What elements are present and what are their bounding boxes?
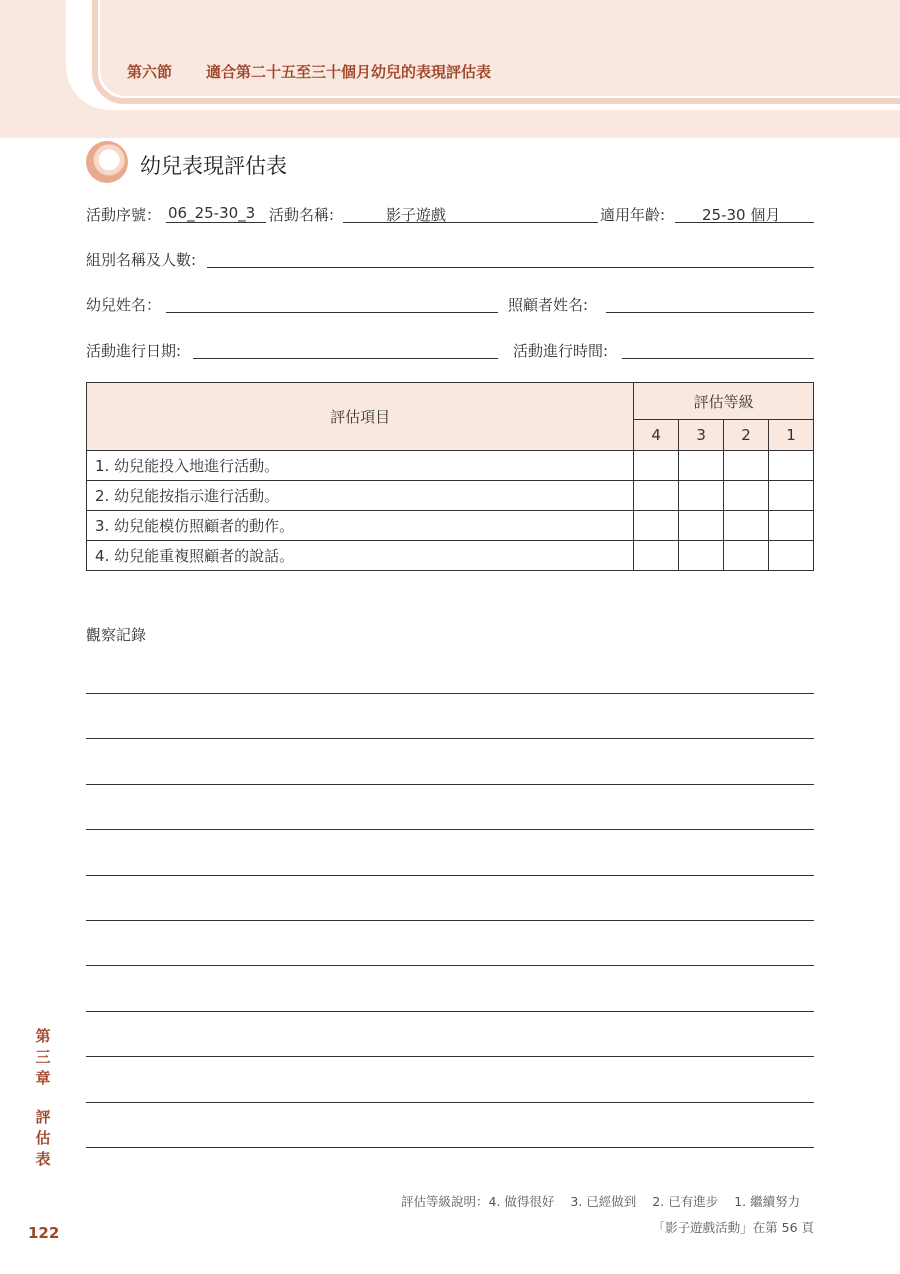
time-field[interactable] — [622, 338, 814, 359]
date-field[interactable] — [193, 338, 498, 359]
grade-legend — [401, 1192, 800, 1210]
child-name-field[interactable] — [166, 292, 498, 313]
page-number: 122 — [28, 1224, 60, 1242]
grade-1-header: 1 — [769, 420, 814, 451]
observation-line[interactable] — [86, 693, 814, 694]
table-row — [87, 481, 814, 511]
chapter-char: 章 — [35, 1069, 51, 1087]
activity-page-reference: 「影子遊戲活動」在第 56 頁 — [652, 1220, 814, 1235]
section-title: 適合第二十五至三十個月幼兒的表現評估表 — [206, 63, 492, 81]
observation-line[interactable] — [86, 875, 814, 876]
activity-id-value: 06_25-30_3 — [168, 204, 256, 222]
legend-item: 評估等級說明：4. 做得很好 — [401, 1194, 555, 1209]
chapter-side-tab — [33, 1026, 53, 1170]
grade-cell[interactable] — [724, 481, 769, 511]
grade-cell[interactable] — [679, 481, 724, 511]
section-header — [127, 61, 491, 82]
observation-line[interactable] — [86, 920, 814, 921]
observation-line[interactable] — [86, 1056, 814, 1057]
age-value: 25-30 個月 — [702, 206, 781, 224]
grade-cell[interactable] — [679, 541, 724, 571]
grade-cell[interactable] — [634, 541, 679, 571]
grade-cell[interactable] — [769, 511, 814, 541]
grade-cell[interactable] — [769, 451, 814, 481]
legend-item: 3. 已經做到 — [570, 1194, 637, 1209]
grade-cell[interactable] — [634, 511, 679, 541]
grade-3-header: 3 — [679, 420, 724, 451]
caregiver-label: 照顧者姓名: — [508, 296, 589, 314]
child-name-label: 幼兒姓名： — [86, 296, 162, 314]
observation-line[interactable] — [86, 1147, 814, 1148]
item-text: 1. 幼兒能投入地進行活動。 — [87, 451, 634, 481]
grade-2-header: 2 — [724, 420, 769, 451]
chapter-char: 三 — [35, 1048, 51, 1066]
grade-header: 評估等級 — [634, 383, 814, 420]
table-row — [87, 511, 814, 541]
item-text: 4. 幼兒能重複照顧者的說話。 — [87, 541, 634, 571]
grade-cell[interactable] — [724, 511, 769, 541]
evaluation-table — [86, 382, 814, 571]
age-label: 適用年齡: — [600, 206, 666, 224]
activity-id-label: 活動序號： — [86, 206, 162, 224]
table-row — [87, 451, 814, 481]
activity-name-field[interactable] — [343, 202, 598, 223]
grade-4-header: 4 — [634, 420, 679, 451]
item-text: 3. 幼兒能模仿照顧者的動作。 — [87, 511, 634, 541]
group-field[interactable] — [207, 247, 814, 268]
grade-cell[interactable] — [634, 451, 679, 481]
chapter-name-char: 評 — [35, 1108, 51, 1126]
time-label: 活動進行時間: — [513, 342, 609, 360]
form-title: 幼兒表現評估表 — [140, 154, 287, 178]
observation-line[interactable] — [86, 965, 814, 966]
observation-line[interactable] — [86, 829, 814, 830]
title-bullet-icon — [86, 141, 128, 183]
chapter-name-char: 表 — [35, 1150, 51, 1168]
grade-cell[interactable] — [724, 451, 769, 481]
activity-name-label: 活動名稱: — [269, 206, 335, 224]
chapter-char: 第 — [35, 1027, 51, 1045]
group-label: 組別名稱及人數: — [86, 251, 197, 269]
table-row — [87, 541, 814, 571]
item-header: 評估項目 — [87, 383, 634, 451]
grade-cell[interactable] — [769, 541, 814, 571]
grade-cell[interactable] — [769, 481, 814, 511]
legend-item: 2. 已有進步 — [652, 1194, 719, 1209]
date-label: 活動進行日期: — [86, 342, 182, 360]
grade-cell[interactable] — [679, 451, 724, 481]
section-number: 第六節 — [127, 63, 173, 81]
legend-item: 1. 繼續努力 — [734, 1194, 801, 1209]
item-text: 2. 幼兒能按指示進行活動。 — [87, 481, 634, 511]
grade-cell[interactable] — [679, 511, 724, 541]
grade-cell[interactable] — [724, 541, 769, 571]
observation-line[interactable] — [86, 1102, 814, 1103]
chapter-name-char: 估 — [35, 1129, 51, 1147]
grade-cell[interactable] — [634, 481, 679, 511]
observation-line[interactable] — [86, 1011, 814, 1012]
observation-label: 觀察記錄 — [86, 626, 147, 644]
observation-line[interactable] — [86, 784, 814, 785]
caregiver-field[interactable] — [606, 292, 814, 313]
activity-name-value: 影子遊戲 — [386, 206, 447, 224]
observation-line[interactable] — [86, 738, 814, 739]
